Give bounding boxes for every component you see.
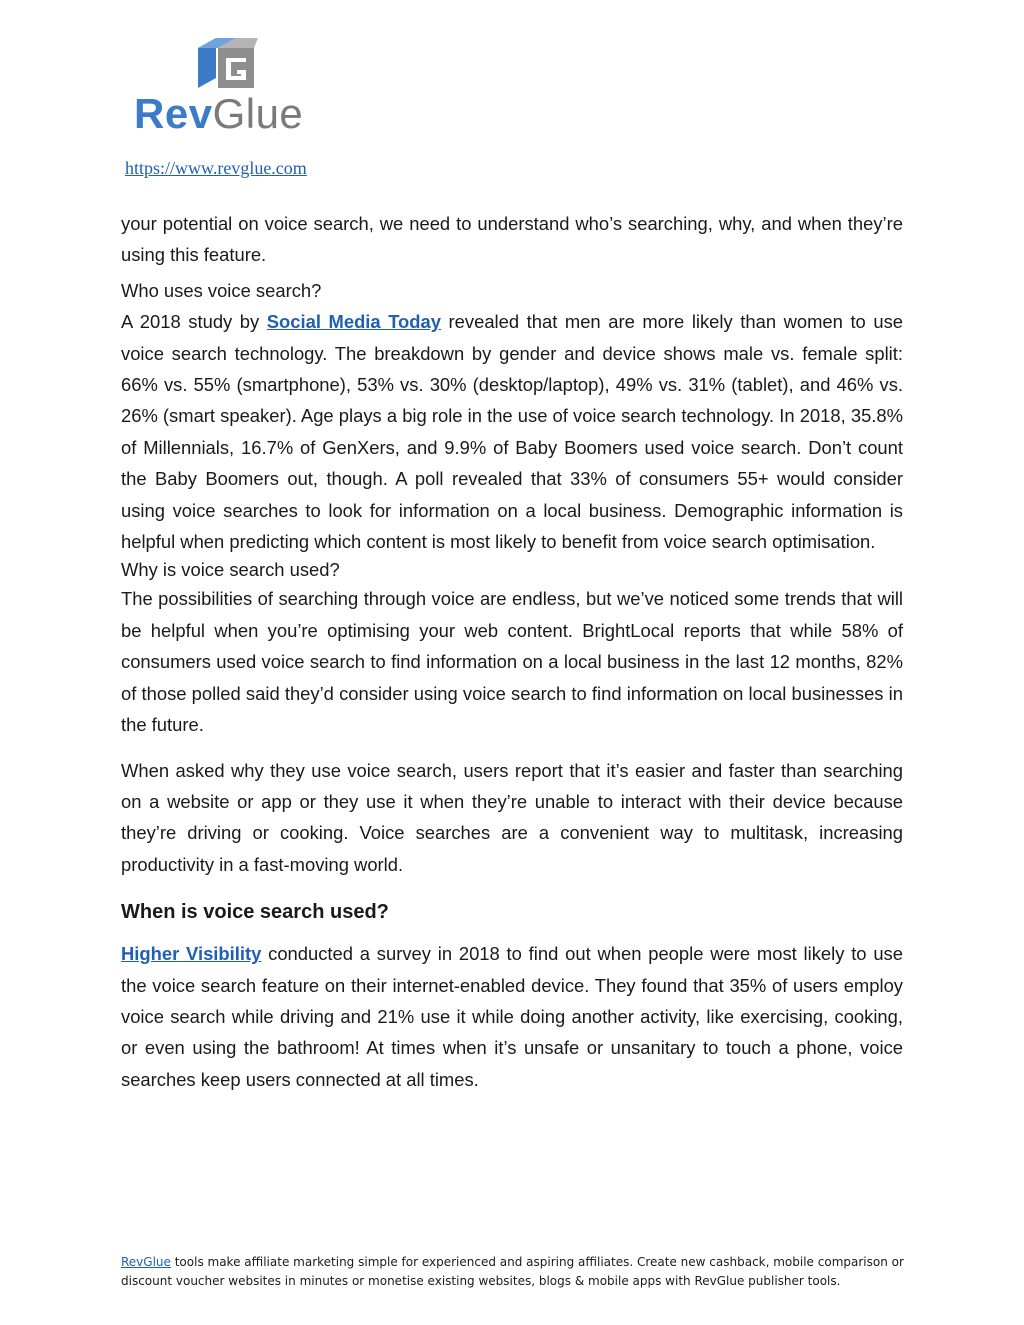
logo-text-glue: Glue [212,90,304,137]
paragraph-why: The possibilities of searching through voice are endless, but we’ve noticed some trends that will be helpful when you’re optimising your web content. BrightLocal reports that while 58% of consumers used voice search to find information on a local business in the last 12 months, 82% of those polled said they’d consider using voice search to find information on local businesses in the future. [121,588,903,736]
footer-note [121,1253,911,1291]
paragraph-when [121,938,903,1095]
subheading-who: Who uses voice search? [121,279,322,301]
higher-visibility-link[interactable]: Higher Visibility [121,943,262,965]
footer-revglue-link[interactable]: RevGlue [121,1255,171,1269]
subheading-why: Why is voice search used? [121,559,340,581]
section-heading-when: When is voice search used? [121,901,389,924]
revglue-wordmark [134,90,303,138]
revglue-logo [134,34,324,137]
paragraph-who-rest: revealed that men are more likely than women to use voice search technology. The breakdown by gender and device shows male vs. female split: 66% vs. 55% (smartphone), 53% vs. 30% (desktop/laptop), 49% vs. 31% (tablet), and 46% vs. 26% (smart speaker). Age plays a big role in the use of voice search technology. In 2018, 35.8% of Millennials, 16.7% of GenXers, and 9.9% of Baby Boomers used voice search. Don’t count the Baby Boomers out, though. A poll revealed that 33% of consumers 55+ would consider using voice searches to look for information on a local business. Demographic information is helpful when predicting which content is most likely to benefit from voice search optimisation. [121,311,903,553]
footer-text: tools make affiliate marketing simple for experienced and aspiring affiliates. Create new cashback, mobile comparison or discount voucher websites in minutes or monetise existing websites, blogs & mobile apps with RevGlue publisher tools. [121,1255,904,1288]
social-media-today-link[interactable]: Social Media Today [266,311,441,333]
site-url-link[interactable]: https://www.revglue.com [125,158,307,178]
revglue-logo-icon [192,34,258,92]
paragraph-who-prefix: A 2018 study by [121,311,267,333]
paragraph-when-rest: conducted a survey in 2018 to find out when people were most likely to use the voice search feature on their internet-enabled device. They found that 35% of users employ voice search while driving and 21% use it while doing another activity, like exercising, cooking, or even using the bathroom! At times when it’s unsafe or unsanitary to touch a phone, voice searches keep users connected at all times. [121,943,903,1090]
logo-text-rev: Rev [134,90,213,137]
document-body [121,208,903,1095]
paragraph-reasons: When asked why they use voice search, users report that it’s easier and faster than searching on a website or app or they use it when they’re unable to interact with their device because they’re driving or cooking. Voice searches are a convenient way to multitask, increasing productivity in a fast-moving world. [121,759,903,875]
paragraph-intro: your potential on voice search, we need to understand who’s searching, why, and when they’re using this feature. [121,213,903,266]
paragraph-who [121,306,903,557]
